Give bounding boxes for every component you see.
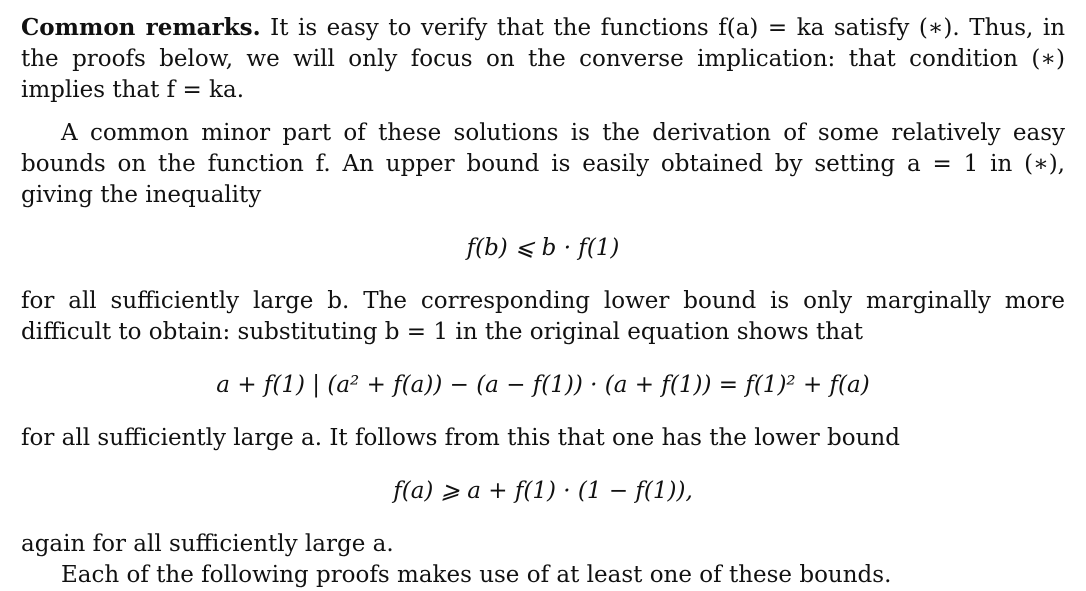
- paragraph-text: Each of the following proofs makes use of at least one of these bounds.: [61, 562, 892, 588]
- equation-substitution: a + f(1) | (a² + f(a)) − (a − f(1)) · (a + f(1)) = f(1)² + f(a): [216, 372, 870, 398]
- paragraph-text: again for all sufficiently large a.: [21, 531, 394, 557]
- paragraph-text: for all sufficiently large a. It follows from this that one has the lower bound: [21, 425, 900, 451]
- paragraph-again: [21, 529, 1065, 560]
- equation-lower-bound: f(a) ⩾ a + f(1) · (1 − f(1)),: [393, 478, 693, 504]
- document-page: [21, 12, 1065, 591]
- paragraph-text: It is easy to verify that the functions f(a) = ka satisfy (∗). Thus, in the proofs below, we will only focus on the converse implication: that condition (∗) implies that f = ka.: [21, 15, 1066, 103]
- equation-upper-bound: f(b) ⩽ b · f(1): [466, 235, 620, 261]
- paragraph-heading: Common remarks.: [21, 14, 261, 41]
- paragraph-following-proofs: [21, 560, 1065, 591]
- paragraph-upper-bound: [21, 118, 1065, 211]
- paragraph-lower-bound: [21, 286, 1065, 348]
- paragraph-text: A common minor part of these solutions is the derivation of some relatively easy bounds on the function f. An upper bound is easily obtained by setting a = 1 in (∗), giving the inequality: [21, 120, 1065, 208]
- paragraph-follows: [21, 423, 1065, 454]
- paragraph-common-remarks: [21, 12, 1065, 106]
- paragraph-text: for all sufficiently large b. The corresponding lower bound is only marginally more difficult to obtain: substituting b = 1 in the original equation shows that: [21, 288, 1065, 345]
